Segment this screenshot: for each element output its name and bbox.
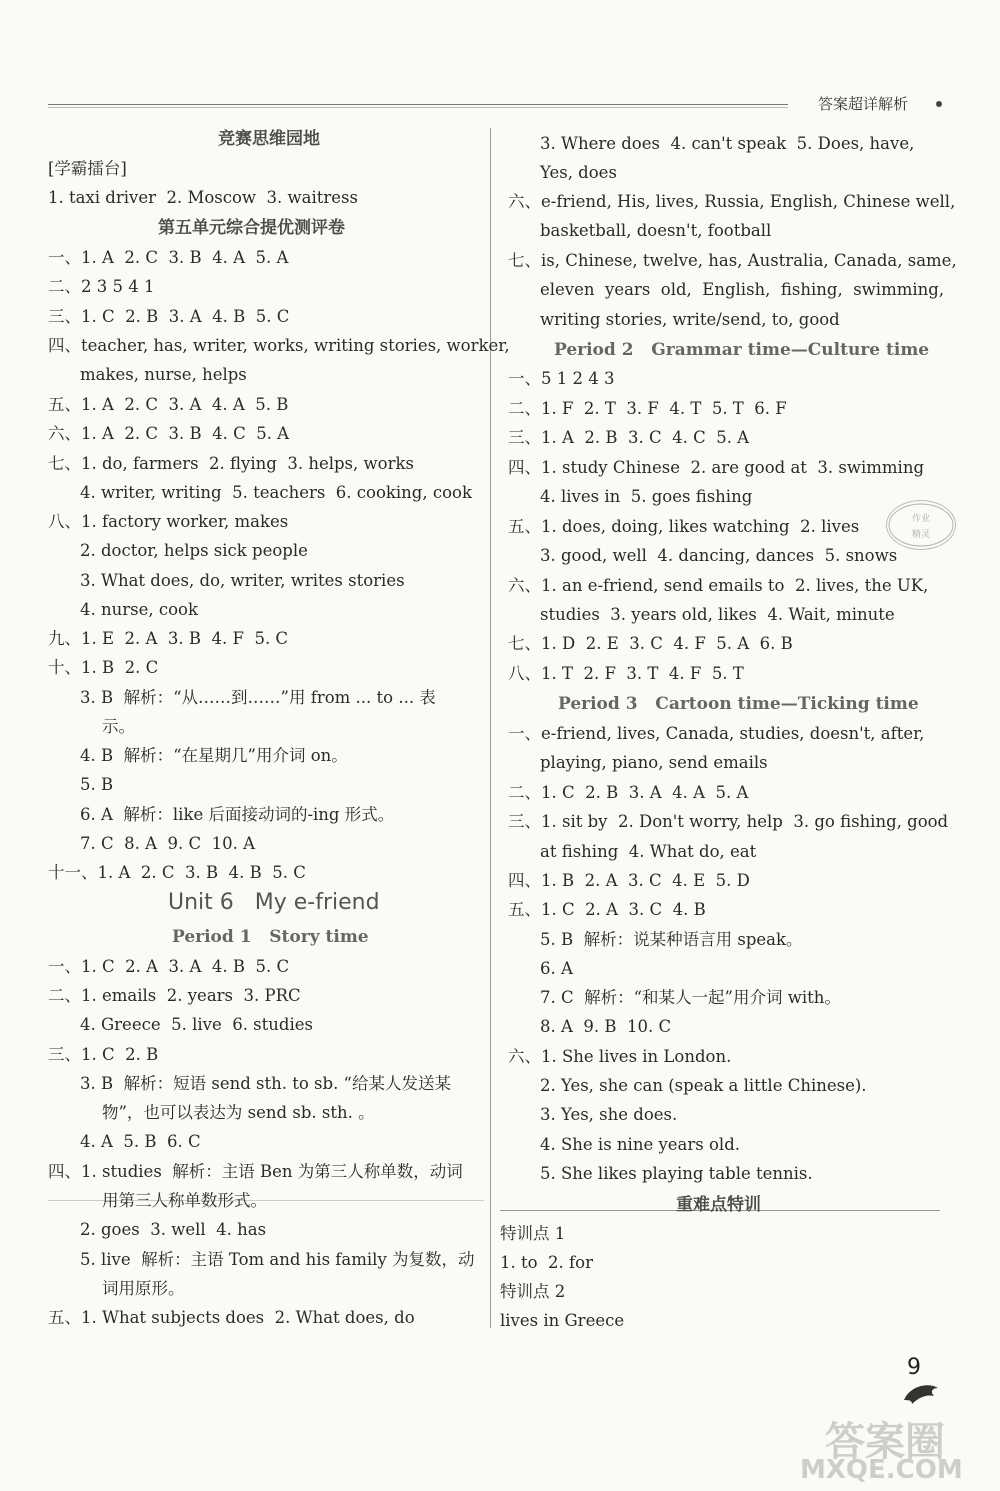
header-bullet-icon <box>936 101 942 107</box>
answer-line: 六、e-friend, His, lives, Russia, English, Chinese well, <box>508 192 956 211</box>
answer-line: studies 3. years old, likes 4. Wait, minute <box>540 605 895 624</box>
answer-line: 四、1. study Chinese 2. are good at 3. swimming <box>508 458 925 477</box>
answer-line: 1. to 2. for <box>500 1253 593 1272</box>
answer-line: 三、1. C 2. B 3. A 4. B 5. C <box>48 307 290 326</box>
answer-line: 特训点 2 <box>500 1282 566 1301</box>
answer-line: 六、1. an e-friend, send emails to 2. lives, the UK, <box>508 576 929 595</box>
answer-line: 5. B 解析：说某种语言用 speak。 <box>540 930 803 949</box>
homework-stamp-icon <box>886 500 956 550</box>
answer-line: 一、e-friend, lives, Canada, studies, doesn't, after, <box>508 724 925 743</box>
answer-line: 二、1. F 2. T 3. F 4. T 5. T 6. F <box>508 399 787 418</box>
answer-line: 四、1. B 2. A 3. C 4. E 5. D <box>508 871 750 890</box>
answer-line: 6. A <box>540 959 573 978</box>
answer-line: 1. taxi driver 2. Moscow 3. waitress <box>48 188 358 207</box>
answer-line: basketball, doesn't, football <box>540 221 772 240</box>
answer-line: 一、1. A 2. C 3. B 4. A 5. A <box>48 248 289 267</box>
answer-line: 3. B 解析：短语 send sth. to sb. “给某人发送某 <box>80 1074 451 1093</box>
column-divider <box>490 128 491 1328</box>
section-heading: 第五单元综合提优测评卷 <box>158 218 345 238</box>
answer-line: 7. C 8. A 9. C 10. A <box>80 834 255 853</box>
section-heading: Period 2 Grammar time—Culture time <box>554 340 930 360</box>
answer-line: 词用原形。 <box>102 1279 185 1298</box>
answer-line: 四、teacher, has, writer, works, writing stories, worker, <box>48 336 510 355</box>
answer-line: 二、1. emails 2. years 3. PRC <box>48 986 301 1005</box>
answer-line: 4. A 5. B 6. C <box>80 1132 201 1151</box>
header-title: 答案超详解析 <box>818 95 909 113</box>
answer-line: at fishing 4. What do, eat <box>540 842 757 861</box>
dolphin-logo-icon <box>900 1378 942 1408</box>
answer-line: 七、1. do, farmers 2. flying 3. helps, works <box>48 454 414 473</box>
answer-line: 8. A 9. B 10. C <box>540 1017 672 1036</box>
header-rule-secondary <box>48 107 788 108</box>
answer-line: 4. nurse, cook <box>80 600 198 619</box>
answer-line: makes, nurse, helps <box>80 365 247 384</box>
answer-line: 2. Yes, she can (speak a little Chinese). <box>540 1076 867 1095</box>
section-heading: Period 3 Cartoon time—Ticking time <box>558 694 919 714</box>
answer-line: playing, piano, send emails <box>540 753 768 772</box>
answer-line: 二、1. C 2. B 3. A 4. A 5. A <box>508 783 749 802</box>
answer-line: 六、1. She lives in London. <box>508 1047 732 1066</box>
answer-line: 3. good, well 4. dancing, dances 5. snows <box>540 546 898 565</box>
svg-text:精灵: 精灵 <box>911 530 931 540</box>
section-heading: Unit 6 My e-friend <box>168 890 380 915</box>
answer-line: 一、5 1 2 4 3 <box>508 369 615 388</box>
answer-line: writing stories, write/send, to, good <box>540 310 840 329</box>
answer-line: 4. B 解析：“在星期几”用介词 on。 <box>80 746 348 765</box>
answer-line: 3. What does, do, writer, writes stories <box>80 571 405 590</box>
answer-line: 九、1. E 2. A 3. B 4. F 5. C <box>48 629 289 648</box>
answer-line: 五、1. C 2. A 3. C 4. B <box>508 900 706 919</box>
answer-line: 7. C 解析：“和某人一起”用介词 with。 <box>540 988 841 1007</box>
answer-line: 十一、1. A 2. C 3. B 4. B 5. C <box>48 863 306 882</box>
answer-line: [学霸擂台] <box>48 159 127 178</box>
answer-line: Yes, does <box>540 163 617 182</box>
watermark-logo: 答案圈 <box>825 1419 945 1465</box>
answer-line: 一、1. C 2. A 3. A 4. B 5. C <box>48 957 290 976</box>
answer-line: eleven years old, English, fishing, swimming, <box>540 280 945 299</box>
answer-line: 5. She likes playing table tennis. <box>540 1164 813 1183</box>
watermark-url: MXQE.COM <box>800 1455 963 1485</box>
svg-text:作业: 作业 <box>911 514 931 524</box>
answer-line: 2. goes 3. well 4. has <box>80 1220 267 1239</box>
answer-line: 六、1. A 2. C 3. B 4. C 5. A <box>48 424 290 443</box>
section-heading: 重难点特训 <box>676 1195 761 1215</box>
answer-line: 5. live 解析：主语 Tom and his family 为复数，动 <box>80 1250 475 1269</box>
section-heading: 竞赛思维园地 <box>218 129 320 149</box>
answer-line: 3. Yes, she does. <box>540 1105 678 1124</box>
section-heading: Period 1 Story time <box>172 927 369 947</box>
answer-line: 2. doctor, helps sick people <box>80 541 308 560</box>
answer-line: 五、1. What subjects does 2. What does, do <box>48 1308 415 1327</box>
answer-line: 4. lives in 5. goes fishing <box>540 487 753 506</box>
answer-line: 6. A 解析：like 后面接动词的-ing 形式。 <box>80 805 395 824</box>
header-rule <box>48 104 788 105</box>
answer-line: 4. Greece 5. live 6. studies <box>80 1015 313 1034</box>
answer-line: 4. writer, writing 5. teachers 6. cooking, cook <box>80 483 472 502</box>
answer-line: 三、1. sit by 2. Don't worry, help 3. go fishing, good <box>508 812 949 831</box>
answer-line: 5. B <box>80 775 114 794</box>
answer-line: 二、2 3 5 4 1 <box>48 277 155 296</box>
answer-line: 七、is, Chinese, twelve, has, Australia, Canada, same, <box>508 251 957 270</box>
answer-line: 三、1. A 2. B 3. C 4. C 5. A <box>508 428 750 447</box>
answer-line: 4. She is nine years old. <box>540 1135 740 1154</box>
answer-line: 示。 <box>102 717 135 736</box>
page-number: 9 <box>907 1355 921 1380</box>
answer-line: 3. Where does 4. can't speak 5. Does, have, <box>540 134 915 153</box>
answer-line: 七、1. D 2. E 3. C 4. F 5. A 6. B <box>508 634 793 653</box>
answer-line: 3. B 解析：“从……到……”用 from ... to ... 表 <box>80 688 436 707</box>
answer-line: 四、1. studies 解析：主语 Ben 为第三人称单数，动词 <box>48 1162 463 1181</box>
answer-line: 五、1. does, doing, likes watching 2. lives <box>508 517 860 536</box>
answer-line: lives in Greece <box>500 1311 625 1330</box>
answer-line: 十、1. B 2. C <box>48 658 159 677</box>
answer-line: 三、1. C 2. B <box>48 1045 159 1064</box>
answer-line: 物”，也可以表达为 send sb. sth. 。 <box>102 1103 375 1122</box>
answer-line: 用第三人称单数形式。 <box>102 1191 267 1210</box>
answer-line: 五、1. A 2. C 3. A 4. A 5. B <box>48 395 289 414</box>
answer-line: 特训点 1 <box>500 1224 566 1243</box>
answer-line: 八、1. T 2. F 3. T 4. F 5. T <box>508 664 744 683</box>
answer-line: 八、1. factory worker, makes <box>48 512 289 531</box>
